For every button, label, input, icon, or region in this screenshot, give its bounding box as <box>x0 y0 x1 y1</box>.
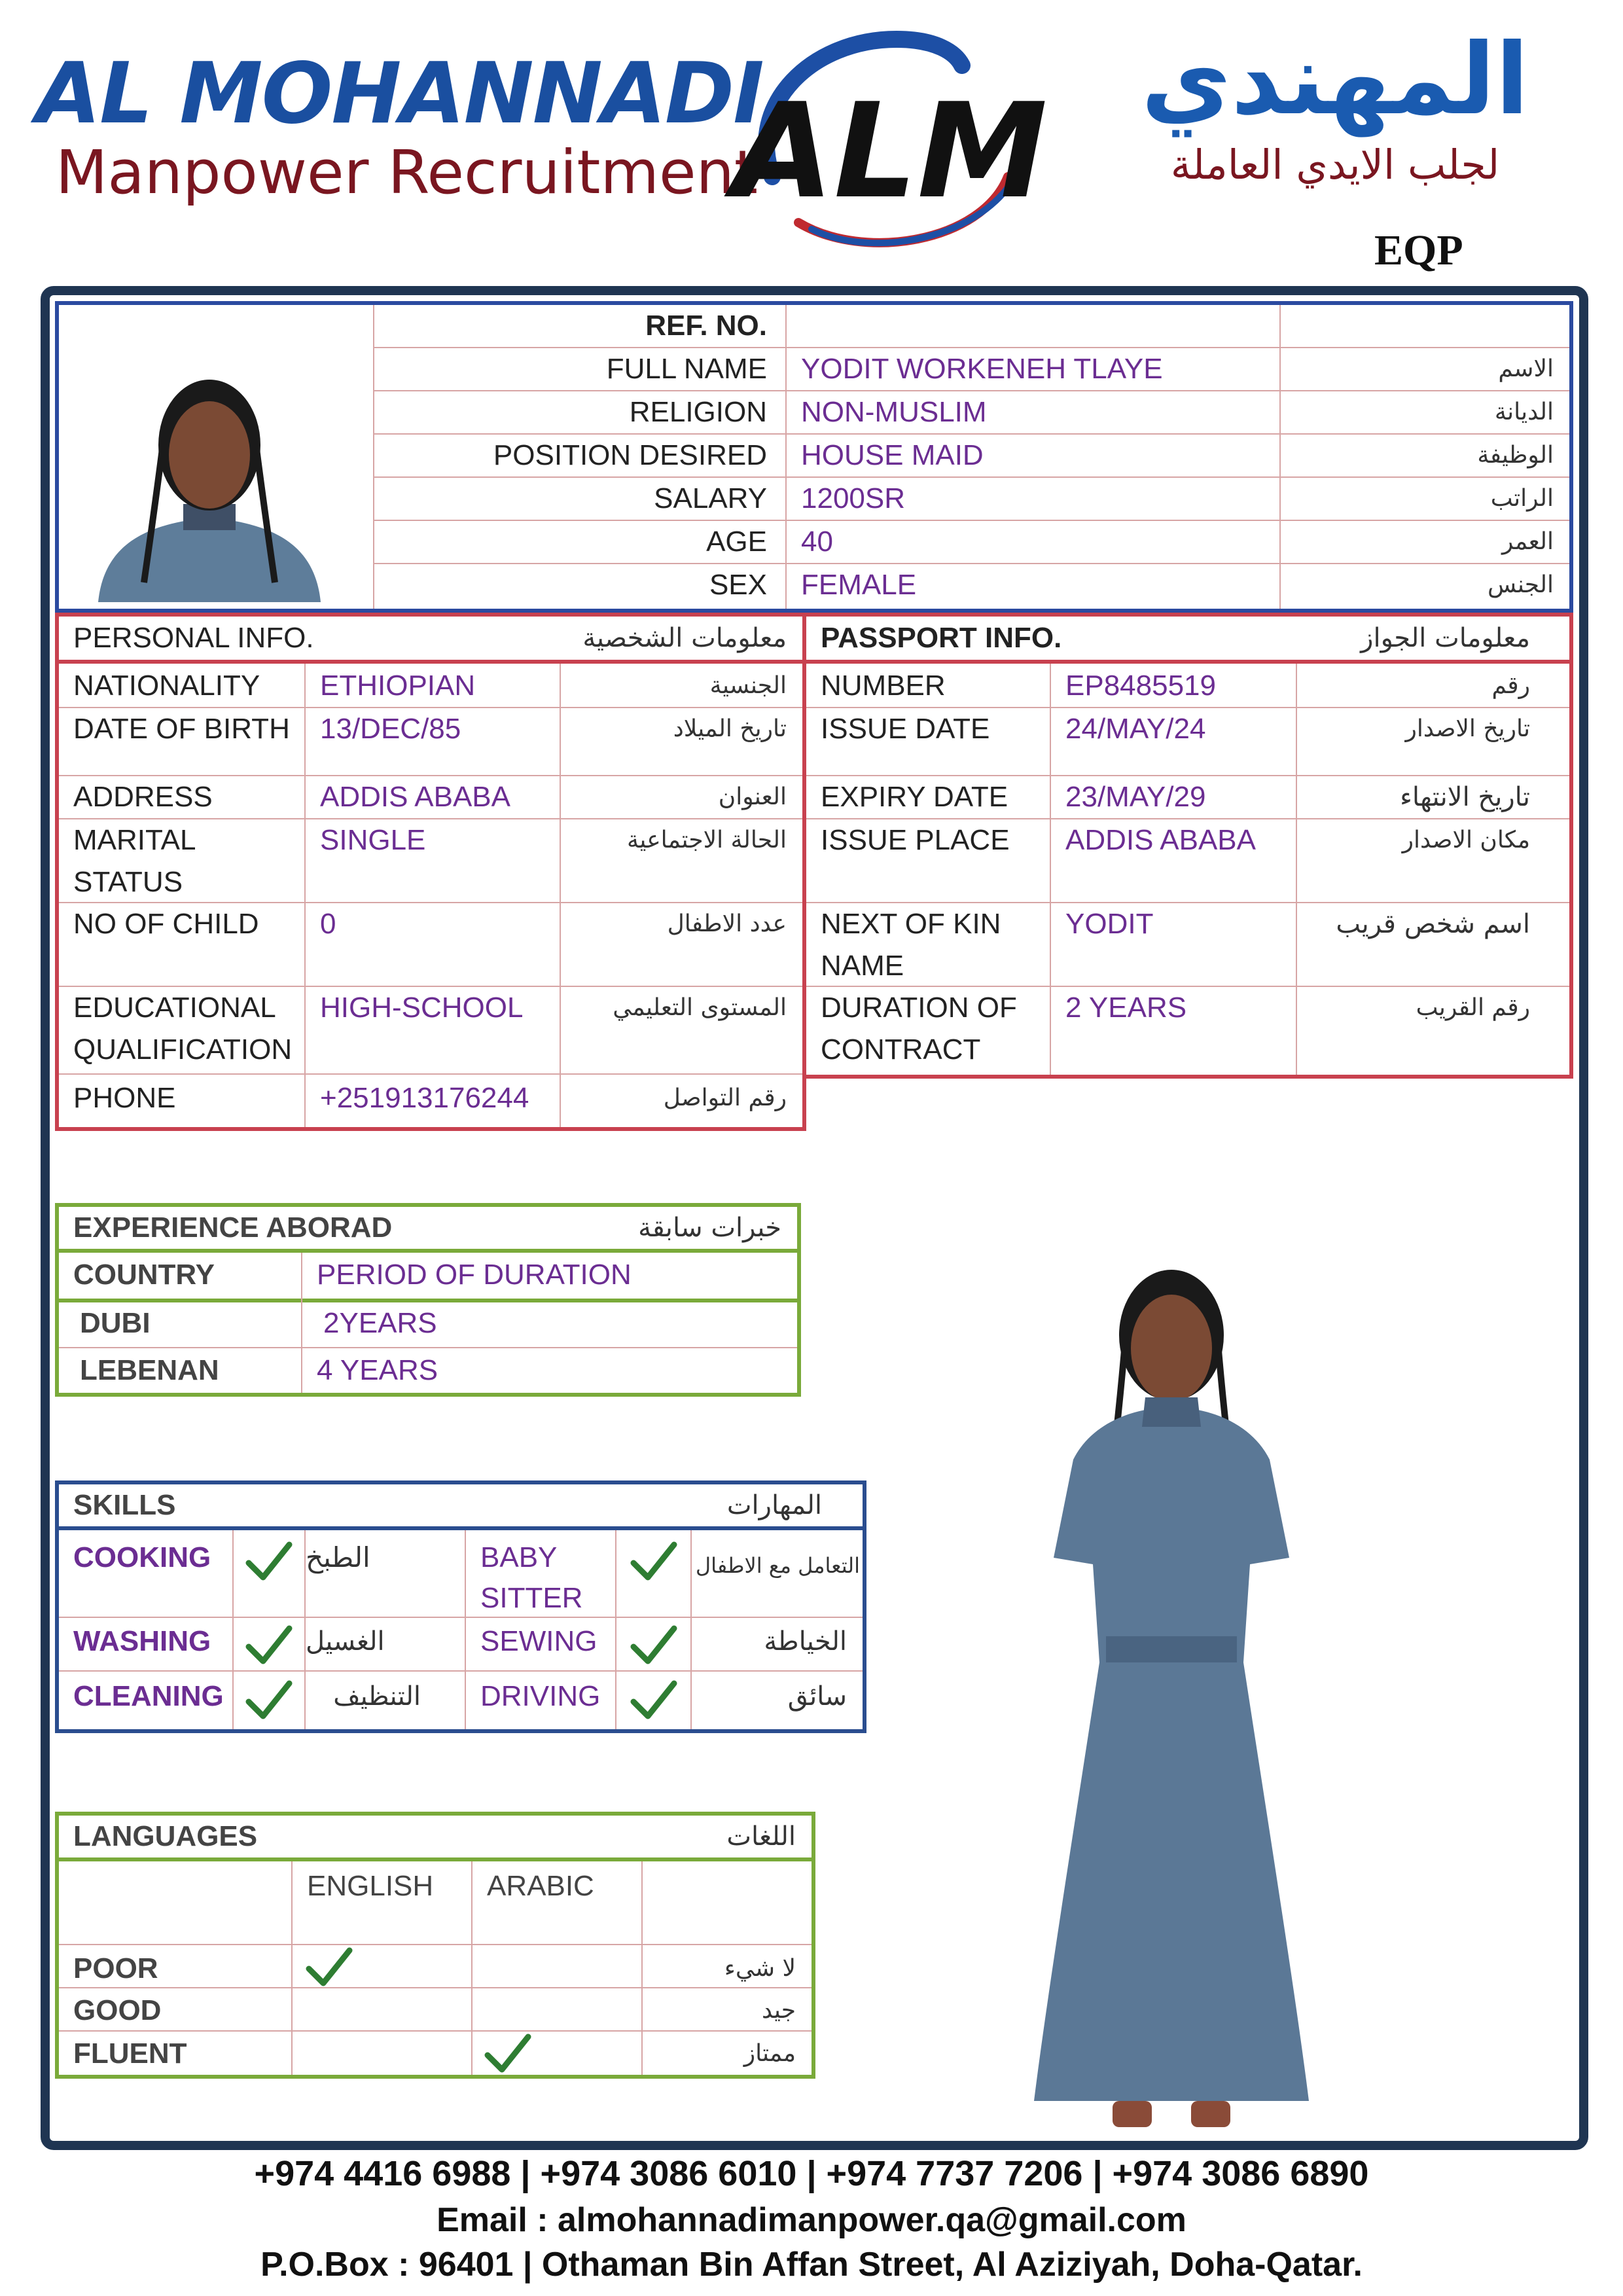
company-logo <box>720 26 1060 262</box>
checkmark-icon <box>481 2028 533 2080</box>
language-arabic-header: ARABIC <box>487 1870 594 1902</box>
nationality-value: ETHIOPIAN <box>320 670 476 702</box>
religion-arabic: الديانة <box>1494 399 1554 425</box>
skill-babysitter-label: BABY <box>480 1541 558 1573</box>
education-label: EDUCATIONAL <box>73 992 276 1024</box>
sex-arabic: الجنس <box>1488 571 1554 598</box>
skill-washing-label: WASHING <box>73 1625 211 1657</box>
education-arabic: المستوى التعليمي <box>613 994 787 1021</box>
document-code: EQP <box>1374 226 1463 274</box>
skill-driving-arabic: سائق <box>787 1681 847 1712</box>
brand-name: AL MOHANNADI <box>36 45 763 143</box>
checkmark-icon <box>627 1619 679 1672</box>
issue-date-arabic: تاريخ الاصدار <box>1405 715 1530 742</box>
skill-driving-label: DRIVING <box>480 1680 601 1712</box>
skills-title-arabic: المهارات <box>726 1490 822 1520</box>
skill-cleaning-arabic: التنظيف <box>333 1681 421 1712</box>
skill-washing-arabic: الغسيل <box>306 1626 385 1657</box>
language-level-good-arabic: جيد <box>761 1997 796 2024</box>
languages-title: LANGUAGES <box>73 1820 258 1852</box>
language-level-good: GOOD <box>73 1994 162 2026</box>
expiry-date-value: 23/MAY/29 <box>1065 781 1206 813</box>
brand-arabic <box>1073 23 1597 188</box>
personal-info-title-arabic: معلومات الشخصية <box>582 623 787 653</box>
dob-value: 13/DEC/85 <box>320 713 461 745</box>
checkmark-icon <box>627 1535 679 1588</box>
position-arabic: الوظيفة <box>1477 442 1554 469</box>
next-of-kin-value: YODIT <box>1065 908 1154 940</box>
footer-email: Email : almohannadimanpower.qa@gmail.com <box>437 2201 1186 2239</box>
contract-duration-value: 2 YEARS <box>1065 992 1187 1024</box>
issue-date-label: ISSUE DATE <box>821 713 990 745</box>
personal-info-title: PERSONAL INFO. <box>73 622 314 654</box>
candidate-photo-small <box>72 340 347 602</box>
nationality-arabic: الجنسية <box>709 672 787 699</box>
salary-value: 1200SR <box>801 482 906 514</box>
experience-period-2: 4 YEARS <box>317 1354 438 1386</box>
logo-text: ALM <box>732 75 1048 228</box>
address-label: ADDRESS <box>73 781 213 813</box>
footer-address: P.O.Box : 96401 | Othaman Bin Affan Street, Al Aziziyah, Doha-Qatar. <box>260 2246 1363 2284</box>
skill-sewing-arabic: الخياطة <box>764 1626 847 1657</box>
brand-arabic-subtitle: لجلب الايدي العاملة <box>1170 141 1500 188</box>
skill-cooking-label: COOKING <box>73 1541 211 1573</box>
passport-number-arabic: رقم <box>1491 672 1530 699</box>
passport-number-value: EP8485519 <box>1065 670 1216 702</box>
phone-value: +251913176244 <box>320 1082 529 1114</box>
passport-info-title: PASSPORT INFO. <box>821 622 1062 654</box>
sex-value: FEMALE <box>801 569 917 601</box>
language-level-fluent: FLUENT <box>73 2037 187 2070</box>
candidate-photo-full <box>1014 1244 1329 2140</box>
checkmark-icon <box>627 1674 679 1727</box>
language-level-poor-arabic: لا شيء <box>724 1955 796 1982</box>
footer-phones: +974 4416 6988 | +974 3086 6010 | +974 7737 7206 | +974 3086 6890 <box>254 2154 1369 2193</box>
education-label-line2: QUALIFICATION <box>73 1033 293 1066</box>
next-of-kin-label: NEXT OF KIN <box>821 908 1001 940</box>
position-label: POSITION DESIRED <box>493 439 767 471</box>
passport-info-title-arabic: معلومات الجواز <box>1361 623 1530 653</box>
dob-arabic: تاريخ الميلاد <box>673 715 787 742</box>
skill-sewing-label: SEWING <box>480 1625 597 1657</box>
issue-place-arabic: مكان الاصدار <box>1402 827 1530 853</box>
children-arabic: عدد الاطفال <box>667 910 787 937</box>
marital-status-label-line2: STATUS <box>73 866 183 898</box>
experience-title: EXPERIENCE ABORAD <box>73 1211 393 1244</box>
phone-arabic: رقم التواصل <box>663 1085 787 1111</box>
dob-label: DATE OF BIRTH <box>73 713 290 745</box>
skill-babysitter-label-line2: SITTER <box>480 1582 583 1614</box>
language-level-fluent-arabic: ممتاز <box>743 2040 796 2067</box>
languages-title-arabic: اللغات <box>726 1821 796 1852</box>
language-english-header: ENGLISH <box>307 1870 434 1902</box>
full-name-label: FULL NAME <box>606 353 767 385</box>
expiry-date-arabic: تاريخ الانتهاء <box>1400 782 1530 812</box>
age-arabic: العمر <box>1501 528 1554 555</box>
expiry-date-label: EXPIRY DATE <box>821 781 1008 813</box>
experience-title-arabic: خبرات سابقة <box>638 1213 781 1243</box>
address-value: ADDIS ABABA <box>320 781 511 813</box>
marital-status-label: MARITAL <box>73 824 196 856</box>
salary-arabic: الراتب <box>1490 485 1554 512</box>
nationality-label: NATIONALITY <box>73 670 260 702</box>
age-label: AGE <box>706 526 767 558</box>
skills-title: SKILLS <box>73 1489 176 1521</box>
marital-status-arabic: الحالة الاجتماعية <box>627 827 787 853</box>
skill-cooking-arabic: الطبخ <box>306 1541 370 1573</box>
brand-english <box>36 45 763 207</box>
phone-label: PHONE <box>73 1082 176 1114</box>
next-of-kin-label-line2: NAME <box>821 950 904 982</box>
ref-no-label: REF. NO. <box>645 310 767 342</box>
full-name-arabic: الاسم <box>1498 355 1554 382</box>
sex-label: SEX <box>709 569 767 601</box>
experience-period-header: PERIOD OF DURATION <box>317 1259 632 1291</box>
brand-subtitle: Manpower Recruitment <box>56 137 758 207</box>
issue-place-label: ISSUE PLACE <box>821 824 1010 856</box>
checkmark-icon <box>302 1941 355 1994</box>
next-of-kin-arabic: اسم شخص قريب <box>1336 909 1530 939</box>
children-value: 0 <box>320 908 336 940</box>
experience-country-2: LEBENAN <box>80 1354 219 1386</box>
experience-country-1: DUBI <box>80 1307 151 1339</box>
education-value: HIGH-SCHOOL <box>320 992 524 1024</box>
full-name-value: YODIT WORKENEH TLAYE <box>801 353 1163 385</box>
checkmark-icon <box>242 1674 294 1727</box>
position-value: HOUSE MAID <box>801 439 984 471</box>
skill-cleaning-label: CLEANING <box>73 1680 224 1712</box>
language-level-poor: POOR <box>73 1952 158 1984</box>
salary-label: SALARY <box>654 482 767 514</box>
issue-place-value: ADDIS ABABA <box>1065 824 1257 856</box>
skill-babysitter-arabic: التعامل مع الاطفال <box>695 1553 860 1578</box>
religion-label: RELIGION <box>629 396 767 428</box>
experience-period-1: 2YEARS <box>323 1307 437 1339</box>
checkmark-icon <box>242 1619 294 1672</box>
marital-status-value: SINGLE <box>320 824 426 856</box>
issue-date-value: 24/MAY/24 <box>1065 713 1206 745</box>
contract-duration-arabic: رقم القريب <box>1416 994 1530 1021</box>
age-value: 40 <box>801 526 833 558</box>
contract-duration-label: DURATION OF <box>821 992 1017 1024</box>
ref-no-value <box>787 305 1279 347</box>
religion-value: NON-MUSLIM <box>801 396 987 428</box>
experience-country-header: COUNTRY <box>73 1259 215 1291</box>
passport-number-label: NUMBER <box>821 670 946 702</box>
brand-arabic-name: المهندي <box>1141 23 1529 137</box>
address-arabic: العنوان <box>718 783 787 810</box>
checkmark-icon <box>242 1535 294 1588</box>
contract-duration-label-line2: CONTRACT <box>821 1033 981 1066</box>
children-label: NO OF CHILD <box>73 908 259 940</box>
